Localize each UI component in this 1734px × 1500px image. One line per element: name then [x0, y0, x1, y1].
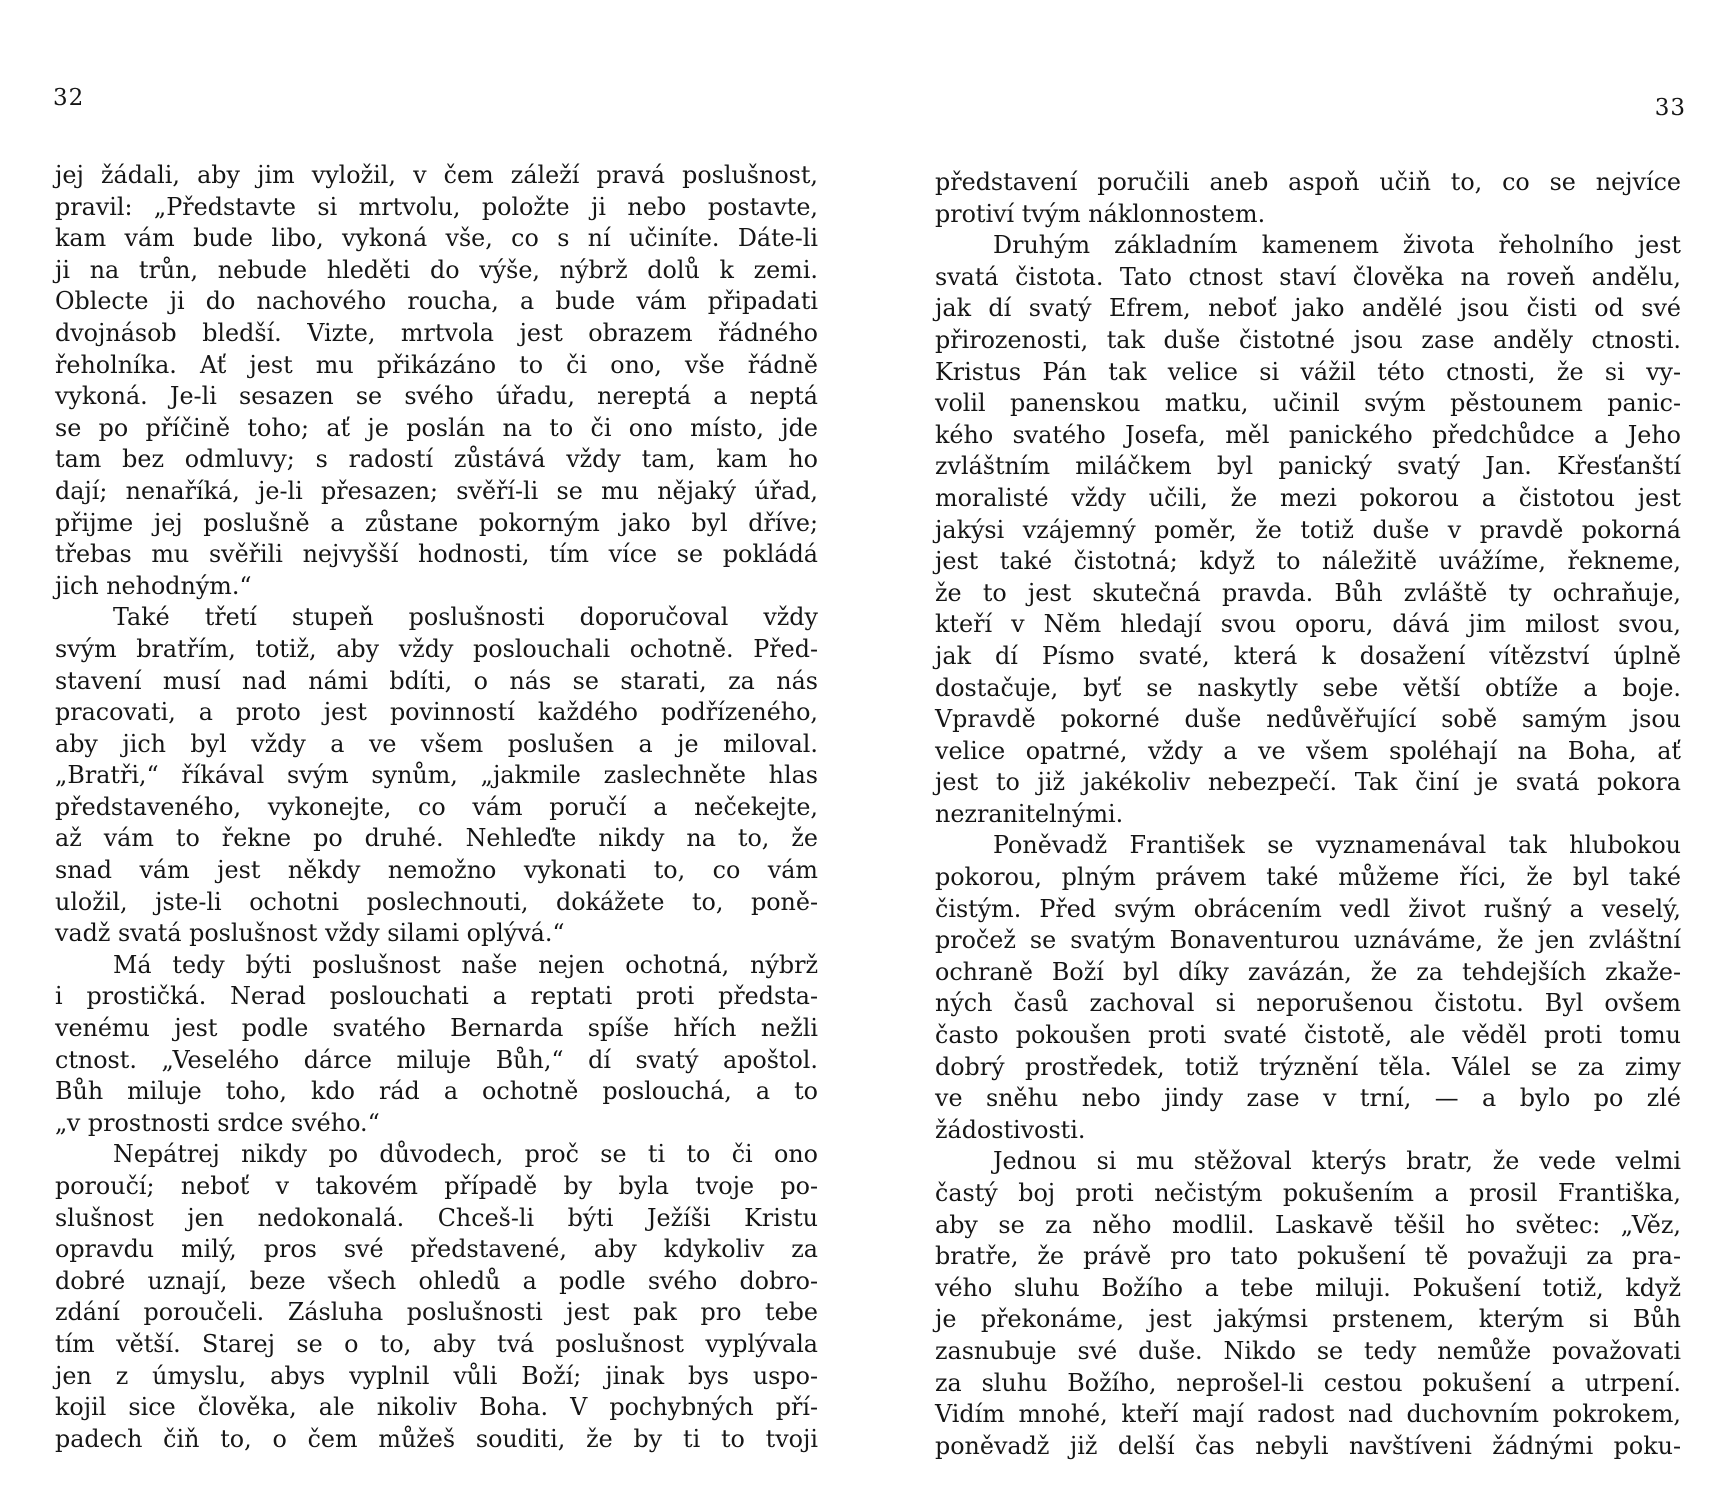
- text-line: ji na trůn, nebude hleděti do výše, nýbrž dolů k zemi.: [55, 255, 818, 284]
- text-line: ochraně Boží byl díky zavázán, že za tehdejších zkaže-: [935, 957, 1681, 986]
- text-line: za sluhu Božího, neprošel-li cestou pokušení a utrpení.: [935, 1368, 1681, 1397]
- text-line: pročež se svatým Bonaventurou uznáváme, že jen zvláštní: [935, 926, 1681, 955]
- text-line: jakýsi vzájemný poměr, že totiž duše v pravdě pokorná: [935, 515, 1681, 544]
- text-line: tím větší. Starej se o to, aby tvá poslušnost vyplývala: [55, 1329, 818, 1358]
- text-line: ných časů zachoval si neporušenou čistotu. Byl ovšem: [935, 989, 1681, 1018]
- text-line: vadž svatá poslušnost vždy silami oplývá.“: [55, 919, 565, 948]
- text-line: slušnost jen nedokonalá. Chceš-li býti Ježíši Kristu: [55, 1203, 818, 1232]
- text-line: zdání poroučeli. Zásluha poslušnosti jest pak pro tebe: [55, 1298, 818, 1327]
- text-line: Bůh miluje toho, kdo rád a ochotně poslouchá, a to: [55, 1077, 818, 1106]
- text-line: dvojnásob bledší. Vizte, mrtvola jest obrazem řádného: [55, 318, 818, 347]
- text-line: přirozenosti, tak duše čistotné jsou zase anděly ctnosti.: [935, 325, 1681, 354]
- text-line: ve sněhu nebo jindy zase v trní, — a bylo po zlé: [935, 1084, 1681, 1113]
- text-line: kojil sice člověka, ale nikoliv Boha. V pochybných pří-: [55, 1393, 818, 1422]
- text-line: moralisté vždy učili, že mezi pokorou a čistotou jest: [935, 483, 1681, 512]
- text-line: představení poručili aneb aspoň učiň to, co se nejvíce: [935, 168, 1681, 196]
- text-line: třebas mu svěřili nejvyšší hodnosti, tím více se pokládá: [55, 540, 818, 569]
- text-line: poněvadž již delší čas nebyli navštíveni žádnými poku-: [935, 1431, 1681, 1460]
- text-line: řeholníka. Ať jest mu přikázáno to či ono, vše řádně: [55, 350, 818, 379]
- text-line: se po příčině toho; ať je poslán na to či ono místo, jde: [55, 413, 818, 442]
- text-line: venému jest podle svatého Bernarda spíše hřích nežli: [55, 1014, 818, 1043]
- text-line: velice opatrné, vždy a ve všem spoléhají na Boha, ať: [935, 736, 1681, 765]
- text-line: kého svatého Josefa, měl panického předchůdce a Jeho: [935, 420, 1681, 449]
- text-line: tam bez odmluvy; s radostí zůstává vždy tam, kam ho: [55, 445, 818, 474]
- text-line: až vám to řekne po druhé. Nehleďte nikdy na to, že: [55, 824, 818, 853]
- text-line: „Bratři,“ říkával svým synům, „jakmile zaslechněte hlas: [55, 761, 818, 790]
- text-line: vého sluhu Božího a tebe miluji. Pokušení totiž, když: [935, 1273, 1681, 1302]
- text-line: přijme jej poslušně a zůstane pokorným jako byl dříve;: [55, 508, 818, 537]
- text-line: Vidím mnohé, kteří mají radost nad duchovním pokrokem,: [935, 1400, 1681, 1429]
- text-line: jak dí Písmo svaté, která k dosažení vítězství úplně: [935, 641, 1681, 670]
- text-line: jich nehodným.“: [55, 571, 252, 600]
- text-line: stavení musí nad námi bdíti, o nás se starati, za nás: [55, 666, 818, 695]
- text-line: čistým. Před svým obrácením vedl život rušný a veselý,: [935, 894, 1681, 923]
- text-line: dají; nenaříká, je-li přesazen; svěří-li se mu nějaký úřad,: [55, 476, 818, 505]
- text-line: protiví tvým náklonnostem.: [935, 199, 1266, 228]
- text-line: bratře, že právě pro tato pokušení tě považuji za pra-: [935, 1242, 1681, 1271]
- text-line: vykoná. Je-li sesazen se svého úřadu, nereptá a neptá: [55, 382, 818, 411]
- text-line: žádostivosti.: [935, 1115, 1086, 1144]
- text-line: pracovati, a proto jest povinností každého podřízeného,: [55, 698, 818, 727]
- text-line: aby jich byl vždy a ve všem poslušen a je miloval.: [55, 729, 818, 758]
- page-number: 32: [53, 85, 85, 111]
- text-line: poroučí; neboť v takovém případě by byla tvoje po-: [55, 1172, 818, 1200]
- text-line: často pokoušen proti svaté čistotě, ale věděl proti tomu: [935, 1021, 1681, 1050]
- text-line: jak dí svatý Efrem, neboť jako andělé jsou čisti od své: [935, 294, 1681, 323]
- text-line: je překonáme, jest jakýmsi prstenem, kterým si Bůh: [935, 1305, 1681, 1334]
- text-line: kam vám bude libo, vykoná vše, co s ní učiníte. Dáte-li: [55, 224, 818, 253]
- text-line: dobrý prostředek, totiž trýznění těla. Válel se za zimy: [935, 1052, 1681, 1081]
- text-line: Druhým základním kamenem života řeholního jest: [993, 231, 1681, 260]
- text-line: dobré uznají, beze všech ohledů a podle svého dobro-: [55, 1266, 818, 1295]
- text-line: častý boj proti nečistým pokušením a prosil Františka,: [935, 1179, 1681, 1207]
- text-line: Vpravdě pokorné duše nedůvěřující sobě samým jsou: [935, 705, 1681, 734]
- text-line: snad vám jest někdy nemožno vykonati to, co vám: [55, 856, 818, 885]
- text-line: pokorou, plným právem také můžeme říci, že byl také: [935, 863, 1681, 892]
- text-line: jen z úmyslu, abys vyplnil vůli Boží; jinak bys uspo-: [55, 1361, 818, 1390]
- text-line: jej žádali, aby jim vyložil, v čem záleží pravá poslušnost,: [55, 161, 818, 189]
- text-line: že to jest skutečná pravda. Bůh zvláště ty ochraňuje,: [935, 578, 1681, 607]
- text-line: Nepátrej nikdy po důvodech, proč se ti to či ono: [113, 1140, 818, 1169]
- text-line: zasnubuje své duše. Nikdo se tedy nemůže považovati: [935, 1336, 1681, 1365]
- text-line: pravil: „Představte si mrtvolu, položte ji nebo postavte,: [55, 192, 818, 221]
- text-line: Poněvadž František se vyznamenával tak hlubokou: [993, 831, 1681, 860]
- text-line: představeného, vykonejte, co vám poručí a nečekejte,: [55, 792, 818, 821]
- text-line: jest také čistotná; když to náležitě uvážíme, řekneme,: [935, 547, 1681, 576]
- page-number: 33: [1654, 95, 1686, 121]
- text-line: svým bratřím, totiž, aby vždy poslouchali ochotně. Před-: [55, 634, 818, 663]
- text-line: opravdu milý, pros své představené, aby kdykoliv za: [55, 1235, 818, 1264]
- text-line: Má tedy býti poslušnost naše nejen ochotná, nýbrž: [113, 950, 818, 979]
- text-line: padech čiň to, o čem můžeš souditi, že by ti to tvoji: [55, 1424, 818, 1453]
- page-text: [935, 167, 1681, 1462]
- text-line: uložil, jste-li ochotni poslechnouti, dokážete to, poně-: [55, 887, 818, 916]
- text-line: jest to již jakékoliv nebezpečí. Tak činí je svatá pokora: [935, 768, 1681, 797]
- text-line: dostačuje, byť se naskytly sebe větší obtíže a boje.: [935, 673, 1681, 702]
- text-line: ctnost. „Veselého dárce miluje Bůh,“ dí svatý apoštol.: [55, 1045, 818, 1074]
- text-line: Oblecte ji do nachového roucha, a bude vám připadati: [55, 287, 818, 316]
- text-line: Kristus Pán tak velice si vážil této ctnosti, že si vy-: [935, 357, 1681, 386]
- text-line: zvláštním miláčkem byl panický svatý Jan. Křesťanští: [935, 452, 1681, 481]
- text-line: i prostičká. Nerad poslouchati a reptati proti předsta-: [55, 982, 818, 1011]
- text-line: Jednou si mu stěžoval kterýs bratr, že vede velmi: [993, 1147, 1681, 1176]
- text-line: „v prostnosti srdce svého.“: [55, 1108, 380, 1137]
- text-line: kteří v Něm hledají svou oporu, dává jim milost svou,: [935, 610, 1681, 639]
- text-line: Také třetí stupeň poslušnosti doporučoval vždy: [113, 603, 818, 632]
- text-line: volil panenskou matku, učinil svým pěstounem panic-: [935, 389, 1681, 418]
- page-text: [55, 160, 818, 1455]
- text-line: aby se za něho modlil. Laskavě těšil ho světec: „Věz,: [935, 1210, 1681, 1239]
- text-line: svatá čistota. Tato ctnost staví člověka na roveň andělu,: [935, 262, 1681, 291]
- text-line: nezranitelnými.: [935, 799, 1124, 828]
